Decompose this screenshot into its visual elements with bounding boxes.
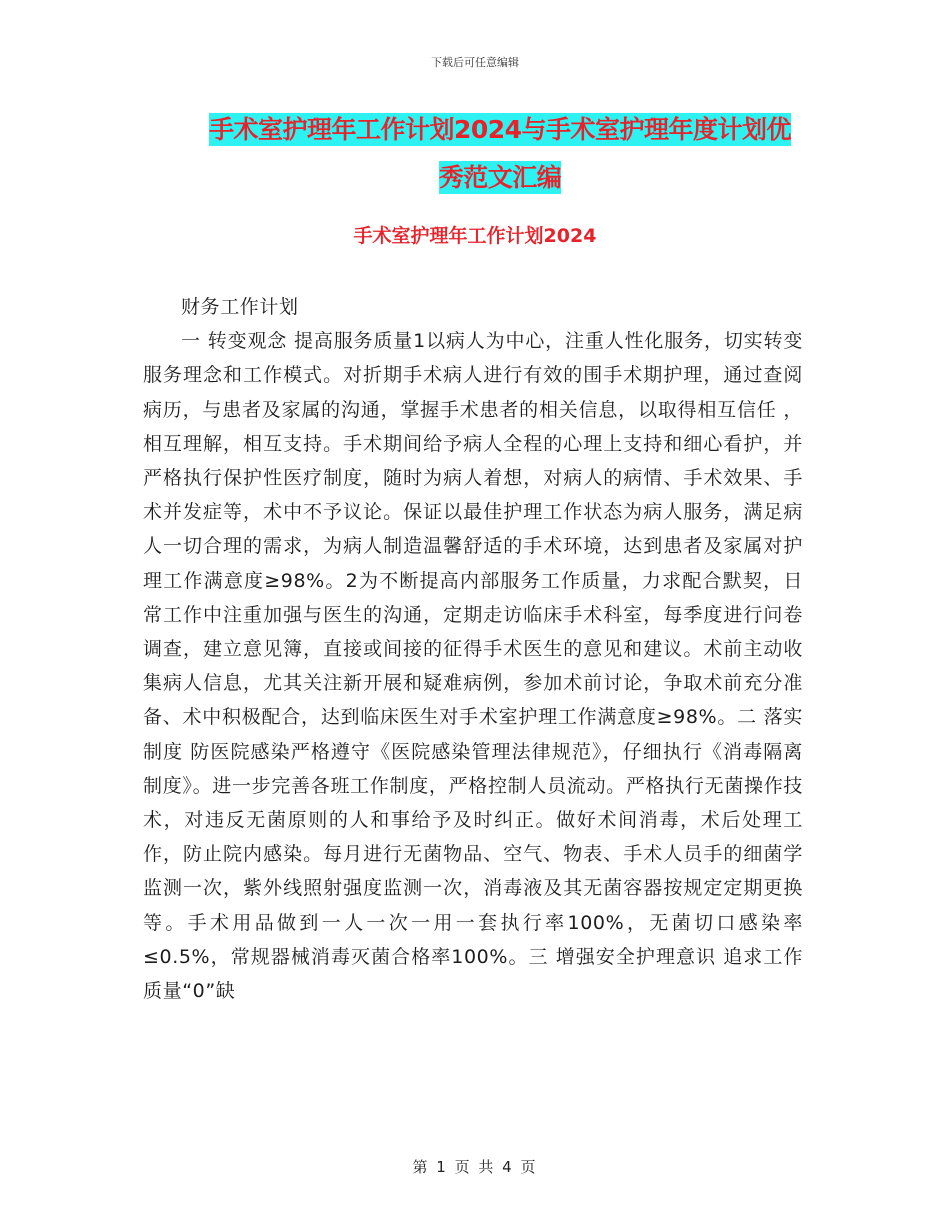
document-body xyxy=(143,290,803,1008)
section-title: 手术室护理年工作计划2024 xyxy=(353,225,597,247)
paragraph-body: 一 转变观念 提高服务质量1以病人为中心，注重人性化服务，切实转变服务理念和工作模式。对折期手术病人进行有效的围手术期护理，通过查阅病历，与患者及家属的沟通，掌握手术患者的相关信息，以取得相互信任 ，相互理解，相互支持。手术期间给予病人全程的心理上支持和细心看护，并严格执行保护性医疗制度，随时为病人着想，对病人的病情、手术效果、手术并发症等，术中不予议论。保证以最佳护理工作状态为病人服务，满足病人一切合理的需求，为病人制造温馨舒适的手术环境，达到患者及家属对护理工作满意度≥98%。2为不断提高内部服务工作质量，力求配合默契，日常工作中注重加强与医生的沟通，定期走访临床手术科室，每季度进行问卷调查，建立意见簿，直接或间接的征得手术医生的意见和建议。术前主动收集病人信息，尤其关注新开展和疑难病例，参加术前讨论，争取术前充分准备、术中积极配合，达到临床医生对手术室护理工作满意度≥98%。二 落实制度 防医院感染严格遵守《医院感染管理法律规范》，仔细执行《消毒隔离制度》。进一步完善各班工作制度，严格控制人员流动。严格执行无菌操作技术，对违反无菌原则的人和事给予及时纠正。做好术间消毒，术后处理工作，防止院内感染。每月进行无菌物品、空气、物表、手术人员手的细菌学监测一次，紫外线照射强度监测一次，消毒液及其无菌容器按规定定期更换等。手术用品做到一人一次一用一套执行率100%，无菌切口感染率≤0.5%，常规器械消毒灭菌合格率100%。三 增强安全护理意识 追求工作质量“0”缺 xyxy=(143,330,803,1003)
title-line-1: 手术室护理年工作计划2024与手术室护理年度计划优 xyxy=(208,115,792,144)
document-title xyxy=(150,106,850,202)
title-line-2: 秀范文汇编 xyxy=(438,163,562,192)
header-note: 下载后可任意编辑 xyxy=(431,56,519,69)
page-footer: 第 1 页 共 4 页 xyxy=(412,1158,538,1176)
paragraph-heading: 财务工作计划 xyxy=(181,296,299,318)
